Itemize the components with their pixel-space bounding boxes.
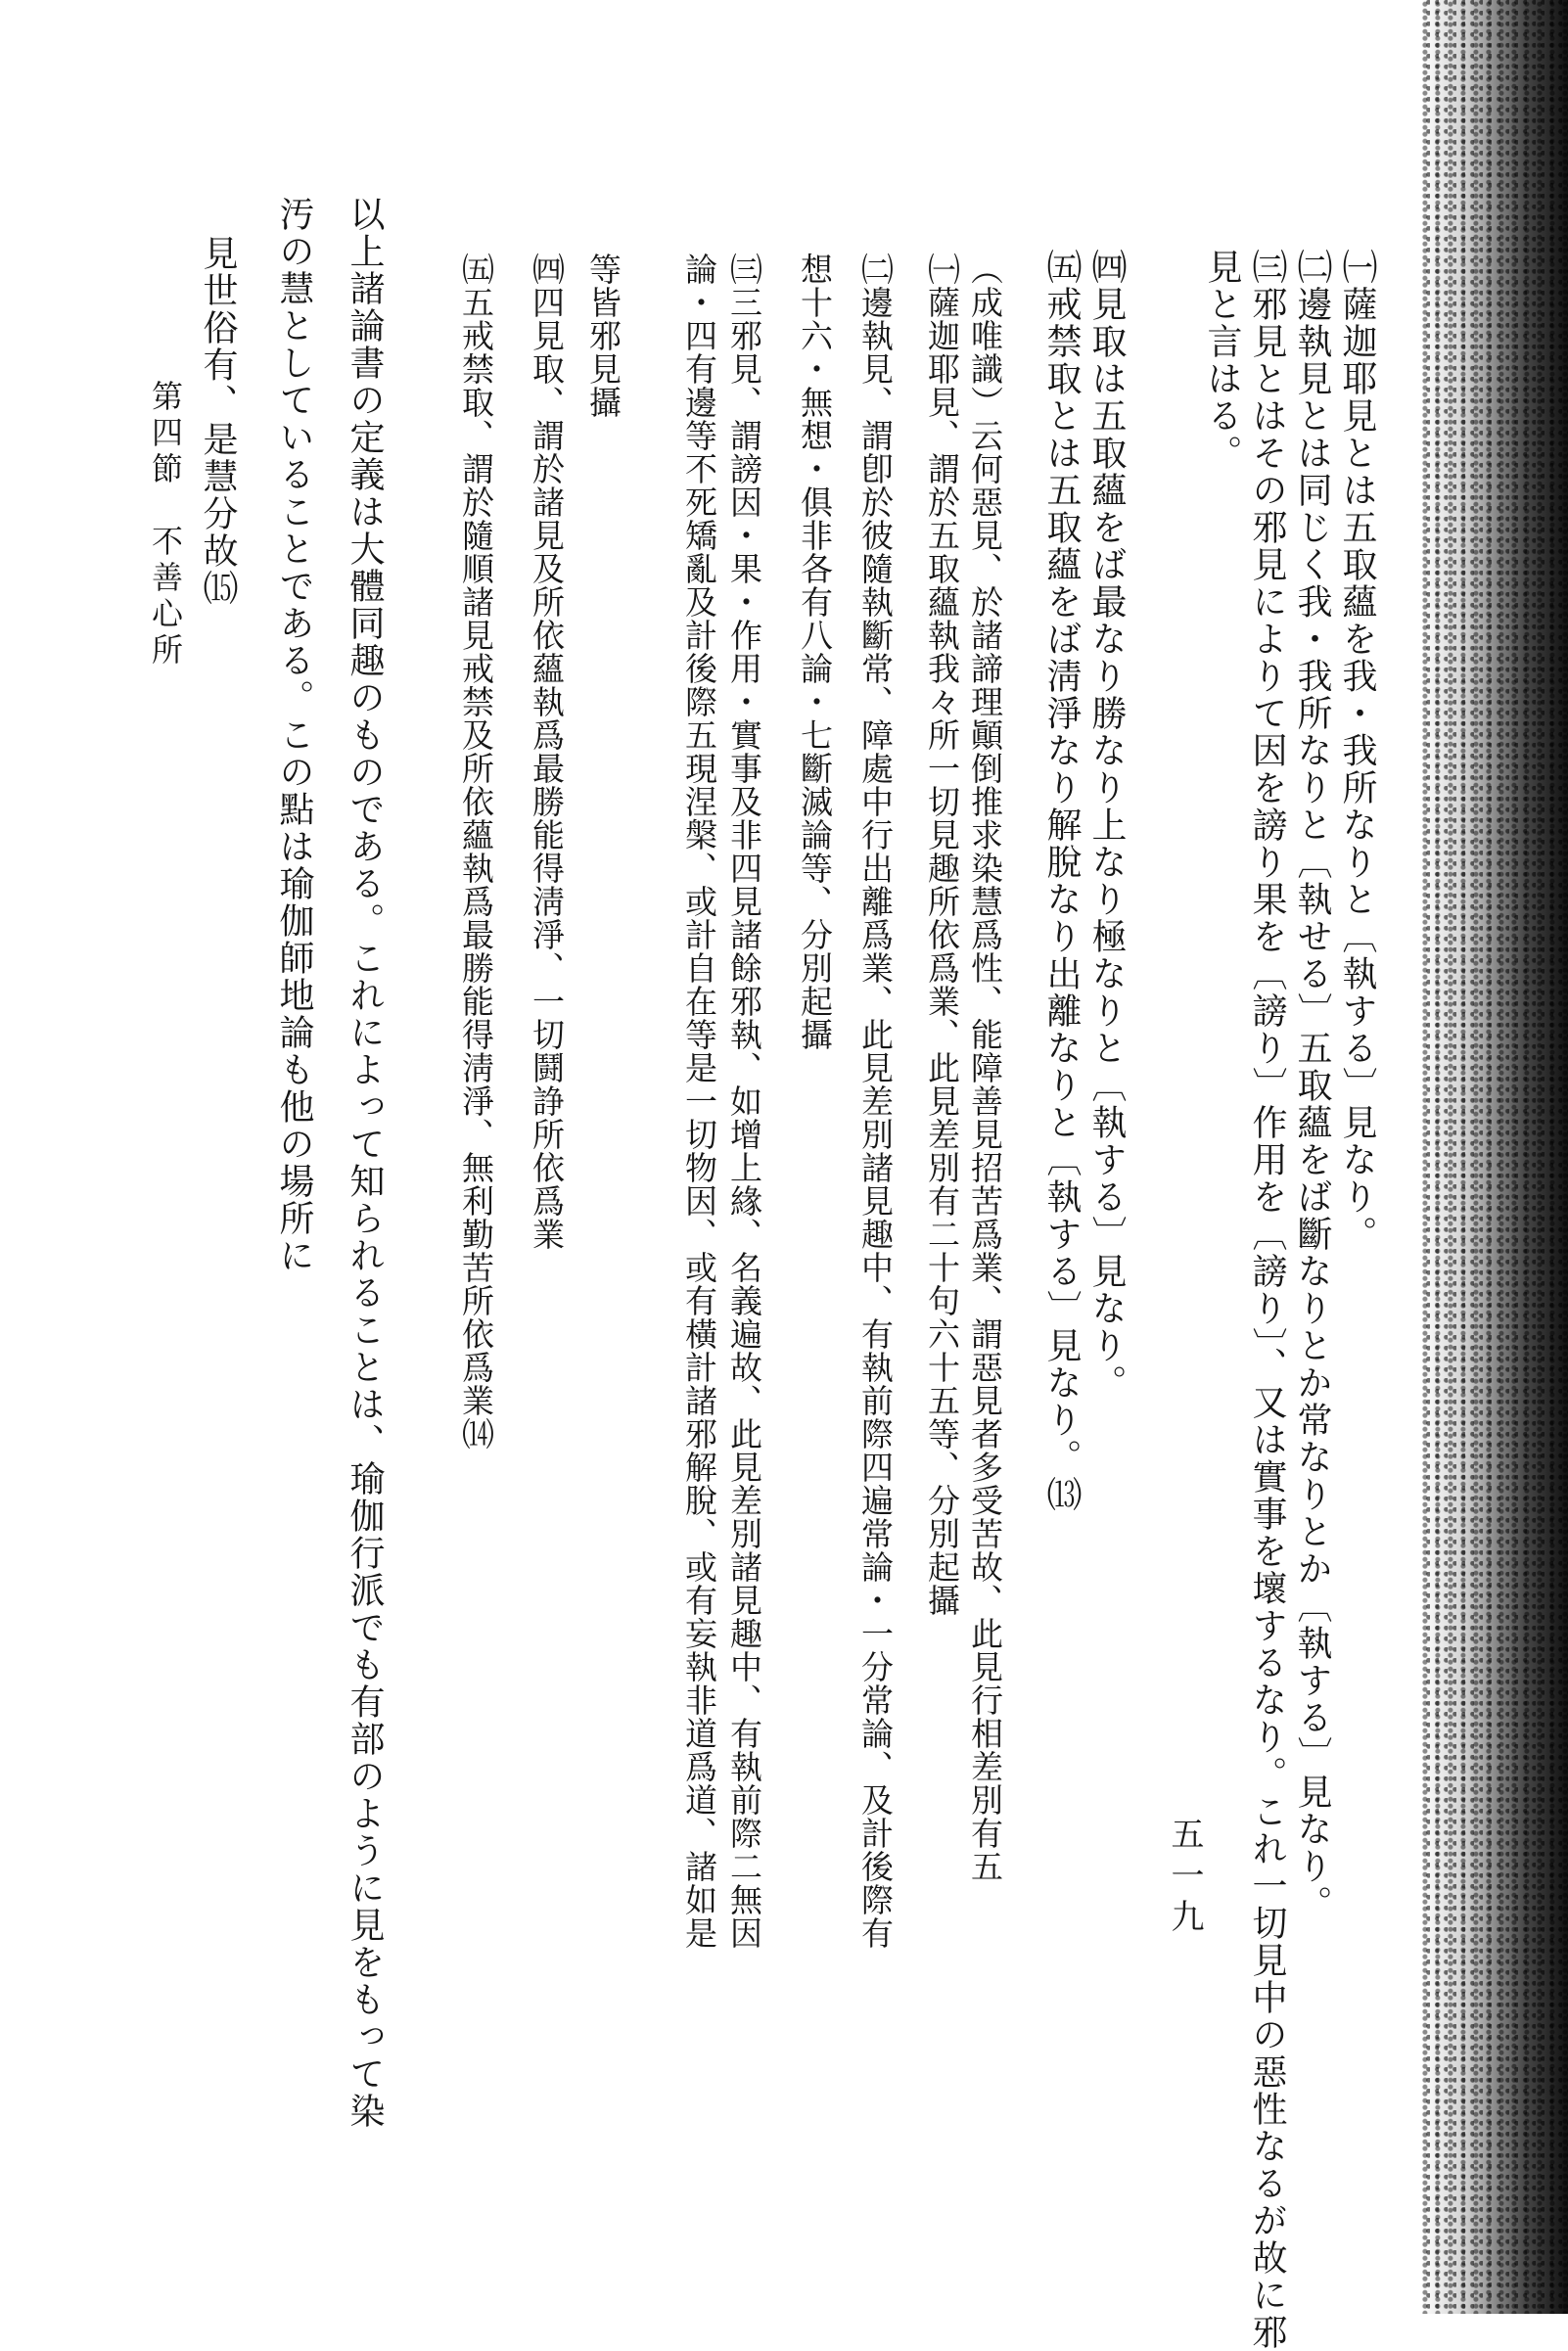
text-column-5: ㈣見取は五取蘊をば最なり勝なり上なり極なりと〔執する〕見なり。 bbox=[1086, 249, 1127, 1402]
text-column-18: 見世俗有、是慧分故⒂ bbox=[198, 235, 238, 607]
binding-edge-shadow bbox=[1421, 0, 1568, 2314]
text-column-3: ㈢邪見とはその邪見によりて因を謗り果を〔謗り〕作用を〔謗り〕、又は實事を壞するなり。これ一切見中の惡性なるが故に邪 bbox=[1247, 249, 1287, 2351]
text-column-13: 等皆邪見攝 bbox=[584, 253, 623, 419]
text-column-4: 見と言はる。 bbox=[1202, 249, 1242, 472]
text-column-17: 汚の慧としていることである。この點は瑜伽師地論も他の場所に bbox=[274, 196, 314, 1274]
text-column-7: （成唯識）云何惡見、於諸諦理顚倒推求染慧爲性、能障善見招苦爲業、謂惡見者多受苦故、此見行相差別有五 bbox=[966, 253, 1004, 1883]
text-column-15: ㈤五戒禁取、謂於隨順諸見戒禁及所依蘊執爲最勝能得淸淨、無利勤苦所依爲業⒁ bbox=[457, 253, 495, 1451]
text-column-16: 以上諸論書の定義は大體同趣のものである。これによって知られることは、瑜伽行派でも有部のように見をもって染 bbox=[345, 196, 385, 2130]
text-column-12: ㈢三邪見、謂謗因・果・作用・實事及非四見諸餘邪執、如增上緣、名義遍故、此見差別諸見趣中、有執前際二無因 bbox=[725, 253, 763, 1950]
text-column-10: 想十六・無想・俱非各有八論・七斷滅論等、分別起攝 bbox=[796, 253, 834, 1051]
text-column-8: ㈠薩迦耶見、謂於五取蘊執我々所一切見趣所依爲業、此見差別有二十句六十五等、分別起攝 bbox=[923, 253, 961, 1617]
page-number: 五一九 bbox=[1165, 1817, 1204, 1940]
running-head: 第四節 不善心所 bbox=[147, 380, 184, 669]
text-column-1: ㈠薩迦耶見とは五取蘊を我・我所なりと〔執する〕見なり。 bbox=[1337, 249, 1377, 1253]
text-column-2: ㈡邊執見とは同じく我・我所なりと〔執せる〕五取蘊をば斷なりとか常なりとか〔執する〕見なり。 bbox=[1292, 249, 1332, 1922]
text-column-6: ㈤戒禁取とは五取蘊をば淸淨なり解脫なり出離なりと〔執する〕見なり。⒀ bbox=[1041, 249, 1082, 1513]
text-column-14: ㈣四見取、謂於諸見及所依蘊執爲最勝能得淸淨、一切鬪諍所依爲業 bbox=[528, 253, 566, 1251]
text-column-9: ㈡邊執見、謂卽於彼隨執斷常、障處中行出離爲業、此見差別諸見趣中、有執前際四遍常論・一分常論、及計後際有 bbox=[856, 253, 895, 1950]
text-column-11: 論・四有邊等不死矯亂及計後際五現涅槃、或計自在等是一切物因、或有橫計諸邪解脫、或有妄執非道爲道、諸如是 bbox=[680, 253, 718, 1950]
